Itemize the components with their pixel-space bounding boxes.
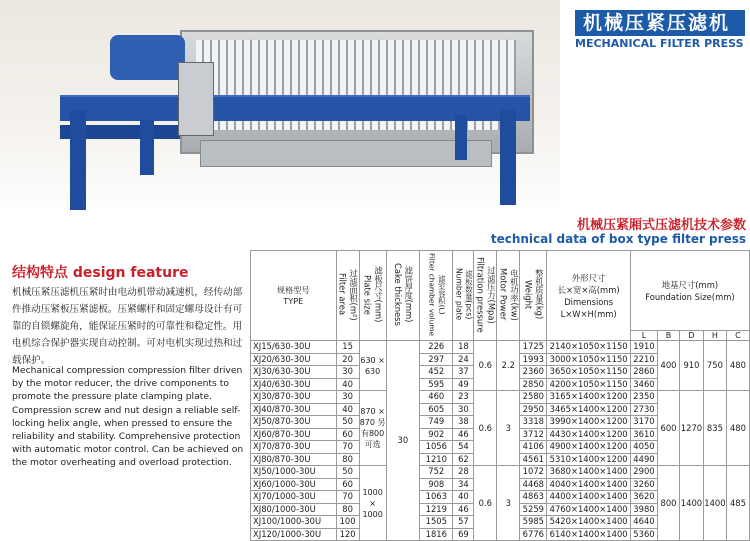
cell-area: 50 <box>336 416 359 429</box>
cell-dimensions: 3000×1050×1150 <box>547 353 631 366</box>
cell-dimensions: 4900×1400×1200 <box>547 441 631 454</box>
cell-foundation-b: 400 <box>658 341 680 391</box>
cell-plates: 23 <box>453 391 474 404</box>
cell-volume: 226 <box>420 341 453 354</box>
cell-model: XJ50/870-30U <box>251 416 337 429</box>
cell-model: XJ15/630-30U <box>251 341 337 354</box>
cell-foundation-l: 4050 <box>630 441 657 454</box>
cell-model: XJ20/630-30U <box>251 353 337 366</box>
header-volume-text: 滤室容积(L) Filter chamber volume <box>427 252 447 337</box>
cell-foundation-l: 2900 <box>630 466 657 479</box>
header-cake-thickness <box>386 251 419 341</box>
cell-area: 30 <box>336 391 359 404</box>
header-foundation-text: 地基尺寸(mm) Foundation Size(mm) <box>645 279 735 302</box>
cell-plates: 57 <box>453 516 474 529</box>
cell-dimensions: 6140×1400×1400 <box>547 528 631 541</box>
cell-volume: 1063 <box>420 491 453 504</box>
cell-pressure: 0.6 <box>474 466 497 541</box>
cell-model: XJ70/870-30U <box>251 441 337 454</box>
cell-plates: 34 <box>453 478 474 491</box>
cell-motor: 3 <box>497 466 520 541</box>
cell-plates: 54 <box>453 441 474 454</box>
cell-area: 30 <box>336 366 359 379</box>
cell-dimensions: 3680×1400×1400 <box>547 466 631 479</box>
cell-dimensions: 5420×1400×1400 <box>547 516 631 529</box>
cell-foundation-h: 750 <box>703 341 726 391</box>
cell-weight: 4863 <box>520 491 547 504</box>
cell-weight: 4106 <box>520 441 547 454</box>
cell-dimensions: 5310×1400×1200 <box>547 453 631 466</box>
cell-plates: 46 <box>453 428 474 441</box>
cell-plates: 38 <box>453 416 474 429</box>
press-leg <box>455 115 467 160</box>
cell-plates: 24 <box>453 353 474 366</box>
motor-reducer <box>110 35 185 80</box>
cell-weight: 4561 <box>520 453 547 466</box>
drip-tray <box>200 140 492 167</box>
cell-area: 15 <box>336 341 359 354</box>
cell-model: XJ40/630-30U <box>251 378 337 391</box>
cell-plate-size: 630 × 630 <box>359 341 386 391</box>
header-motor <box>497 251 520 341</box>
cell-foundation-h: 1400 <box>703 466 726 541</box>
cell-foundation-c: 485 <box>726 466 749 541</box>
cell-foundation-c: 480 <box>726 341 749 391</box>
header-foundation-c: C <box>726 331 749 341</box>
design-feature-title: 结构特点 design feature <box>12 265 189 281</box>
control-box <box>178 62 214 136</box>
filter-press-photo <box>0 0 560 215</box>
cell-weight: 3318 <box>520 416 547 429</box>
cell-model: XJ60/1000-30U <box>251 478 337 491</box>
cell-weight: 1725 <box>520 341 547 354</box>
cell-dimensions: 4400×1400×1400 <box>547 491 631 504</box>
header-volume <box>420 251 453 341</box>
table-row <box>251 341 750 354</box>
header-dimensions <box>547 251 631 341</box>
header-weight <box>520 251 547 341</box>
cell-volume: 595 <box>420 378 453 391</box>
cell-weight: 1993 <box>520 353 547 366</box>
cell-volume: 1219 <box>420 503 453 516</box>
cell-volume: 605 <box>420 403 453 416</box>
spec-table <box>250 250 750 541</box>
press-leg <box>500 110 516 205</box>
design-feature-text-cn: 机械压紧压滤机压紧时由电动机带动减速机，经传动部件推动压紧板压紧滤板。压紧螺杆和固定螺母设计有可靠的自锁螺旋角，能保证压紧时的可靠性和稳定性。用电机综合保护器实现自动控制。可对电机实现过热和过载保护。 <box>12 287 243 366</box>
table-row <box>251 466 750 479</box>
header-foundation <box>630 251 749 331</box>
cell-foundation-d: 1270 <box>679 391 703 466</box>
cell-area: 20 <box>336 353 359 366</box>
header-plates <box>453 251 474 341</box>
cell-model: XJ30/630-30U <box>251 366 337 379</box>
cell-model: XJ120/1000-30U <box>251 528 337 541</box>
cell-foundation-l: 3620 <box>630 491 657 504</box>
cell-foundation-c: 480 <box>726 391 749 466</box>
cell-motor: 2.2 <box>497 341 520 391</box>
cell-dimensions: 4040×1400×1400 <box>547 478 631 491</box>
cell-foundation-l: 3610 <box>630 428 657 441</box>
cell-volume: 297 <box>420 353 453 366</box>
cell-plates: 40 <box>453 491 474 504</box>
cell-weight: 4468 <box>520 478 547 491</box>
cell-weight: 5259 <box>520 503 547 516</box>
header-plate-size-text: 滤板尺寸(mm) Plate size <box>362 266 384 323</box>
cell-dimensions: 4760×1400×1400 <box>547 503 631 516</box>
cell-plates: 28 <box>453 466 474 479</box>
cell-plates: 18 <box>453 341 474 354</box>
cell-area: 70 <box>336 441 359 454</box>
product-title-en: MECHANICAL FILTER PRESS <box>575 37 744 50</box>
cell-plate-size: 1000 × 1000 <box>359 466 386 541</box>
header-motor-text: 电机功率(kw) Motor Power <box>498 268 520 321</box>
cell-pressure: 0.6 <box>474 391 497 466</box>
cell-volume: 1816 <box>420 528 453 541</box>
cell-weight: 2360 <box>520 366 547 379</box>
cell-plates: 49 <box>453 378 474 391</box>
cell-plates: 37 <box>453 366 474 379</box>
technical-title-en: technical data of box type filter press <box>490 232 746 246</box>
cell-model: XJ80/1000-30U <box>251 503 337 516</box>
cell-volume: 749 <box>420 416 453 429</box>
cell-area: 50 <box>336 466 359 479</box>
cell-foundation-l: 3260 <box>630 478 657 491</box>
cell-area: 100 <box>336 516 359 529</box>
header-dimensions-text: 外形尺寸 长×宽×高(mm) Dimensions L×W×H(mm) <box>557 272 620 319</box>
cell-foundation-l: 2350 <box>630 391 657 404</box>
cell-pressure: 0.6 <box>474 341 497 391</box>
cell-foundation-l: 4490 <box>630 453 657 466</box>
cell-model: XJ70/1000-30U <box>251 491 337 504</box>
cell-model: XJ100/1000-30U <box>251 516 337 529</box>
cell-area: 40 <box>336 378 359 391</box>
cell-weight: 3712 <box>520 428 547 441</box>
cell-area: 80 <box>336 503 359 516</box>
cell-dimensions: 3990×1400×1200 <box>547 416 631 429</box>
cell-dimensions: 2140×1050×1150 <box>547 341 631 354</box>
header-foundation-h: H <box>703 331 726 341</box>
technical-title-cn: 机械压紧厢式压滤机技术参数 <box>576 218 746 233</box>
cell-area: 60 <box>336 428 359 441</box>
cell-foundation-h: 835 <box>703 391 726 466</box>
cell-foundation-l: 2210 <box>630 353 657 366</box>
cell-plate-size: 870 × 870 另有800 可选 <box>359 391 386 466</box>
cell-area: 70 <box>336 491 359 504</box>
design-feature-text-en: Mechanical compression compression filter driven by the motor reducer, the drive components to promote the pressure plate clamping plate. Compression screw and nut design a reliable self-locking helix angle, when pressed to ensure the reliability and stability. Comprehensive protection with automatic motor control. Can be achieved on the motor overheating and overload protection. <box>12 365 244 469</box>
cell-weight: 5985 <box>520 516 547 529</box>
cell-weight: 1072 <box>520 466 547 479</box>
cell-dimensions: 4200×1050×1150 <box>547 378 631 391</box>
cell-volume: 752 <box>420 466 453 479</box>
spec-table-body <box>251 341 750 541</box>
cell-weight: 2580 <box>520 391 547 404</box>
cell-foundation-d: 1400 <box>679 466 703 541</box>
cell-volume: 1210 <box>420 453 453 466</box>
cell-foundation-l: 5360 <box>630 528 657 541</box>
cell-volume: 1056 <box>420 441 453 454</box>
cell-model: XJ30/870-30U <box>251 391 337 404</box>
press-leg <box>70 110 86 210</box>
cell-motor: 3 <box>497 391 520 466</box>
header-pressure-text: 过滤压力(Mpa) Filtration pressure <box>475 256 497 333</box>
header-plate-size <box>359 251 386 341</box>
press-leg <box>140 120 154 175</box>
cell-area: 80 <box>336 453 359 466</box>
table-row <box>251 391 750 404</box>
cell-foundation-l: 2730 <box>630 403 657 416</box>
header-plates-text: 滤板数量(pcs) Number plate <box>454 268 474 321</box>
cell-weight: 6776 <box>520 528 547 541</box>
cell-volume: 908 <box>420 478 453 491</box>
cell-weight: 2950 <box>520 403 547 416</box>
cell-foundation-b: 600 <box>658 391 680 466</box>
cell-dimensions: 3650×1050×1150 <box>547 366 631 379</box>
header-area-text: 过滤面积(m²) Filter area <box>337 268 359 321</box>
header-model <box>251 251 337 341</box>
header-model-text: 规格型号 TYPE <box>276 284 310 306</box>
cell-model: XJ50/1000-30U <box>251 466 337 479</box>
cell-foundation-l: 3980 <box>630 503 657 516</box>
cell-foundation-l: 1910 <box>630 341 657 354</box>
header-foundation-b: B <box>658 331 680 341</box>
cell-foundation-b: 800 <box>658 466 680 541</box>
cell-plates: 30 <box>453 403 474 416</box>
cell-foundation-l: 3460 <box>630 378 657 391</box>
header-cake-text: 滤饼厚度(mm) Cake thickness <box>392 263 414 326</box>
cell-dimensions: 3465×1400×1200 <box>547 403 631 416</box>
cell-area: 40 <box>336 403 359 416</box>
header-foundation-d: D <box>679 331 703 341</box>
header-area <box>336 251 359 341</box>
header-weight-text: 整机质量(kg) Weight <box>523 269 545 320</box>
cell-cake-thickness: 30 <box>386 341 419 541</box>
cell-area: 60 <box>336 478 359 491</box>
cell-model: XJ40/870-30U <box>251 403 337 416</box>
cell-weight: 2850 <box>520 378 547 391</box>
header-pressure <box>474 251 497 341</box>
cell-plates: 69 <box>453 528 474 541</box>
cell-foundation-l: 2860 <box>630 366 657 379</box>
cell-foundation-d: 910 <box>679 341 703 391</box>
cell-volume: 460 <box>420 391 453 404</box>
cell-foundation-l: 3170 <box>630 416 657 429</box>
cell-foundation-l: 4640 <box>630 516 657 529</box>
cell-volume: 452 <box>420 366 453 379</box>
cell-plates: 46 <box>453 503 474 516</box>
cell-area: 120 <box>336 528 359 541</box>
cell-volume: 902 <box>420 428 453 441</box>
cell-model: XJ80/870-30U <box>251 453 337 466</box>
cell-dimensions: 3165×1400×1200 <box>547 391 631 404</box>
cell-model: XJ60/870-30U <box>251 428 337 441</box>
cell-plates: 62 <box>453 453 474 466</box>
cell-volume: 1505 <box>420 516 453 529</box>
cell-dimensions: 4430×1400×1200 <box>547 428 631 441</box>
product-title-cn: 机械压紧压滤机 <box>575 10 745 36</box>
header-foundation-l: L <box>630 331 657 341</box>
